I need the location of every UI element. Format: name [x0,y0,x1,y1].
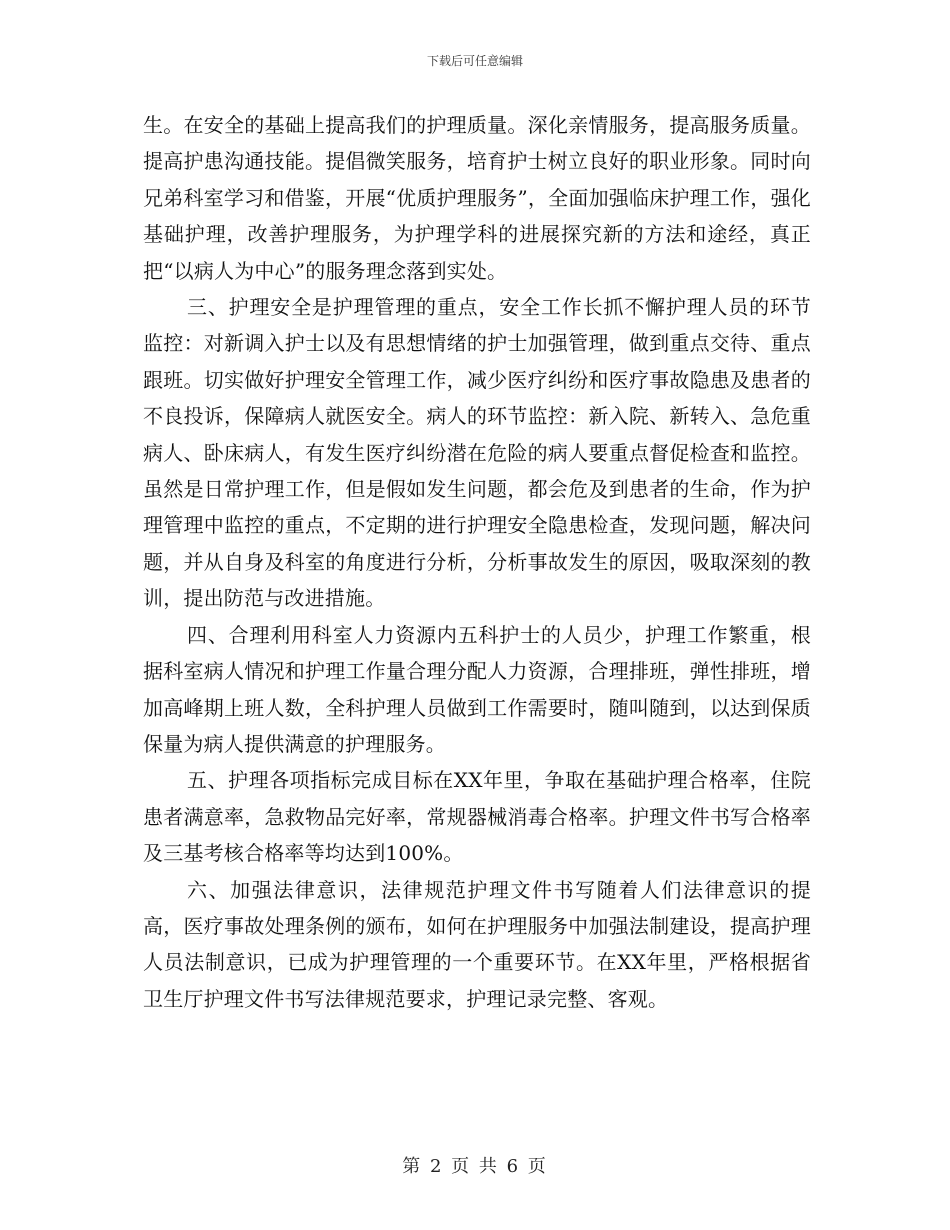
paragraph-continuation: 生。在安全的基础上提高我们的护理质量。深化亲情服务，提高服务质量。提高护患沟通技能。提倡微笑服务，培育护士树立良好的职业形象。同时向兄弟科室学习和借鉴，开展“优质护理服务”，全面加强临床护理工作，强化基础护理，改善护理服务，为护理学科的进展探究新的方法和途经，真正把“以病人为中心”的服务理念落到实处。 [143,113,811,283]
header-note: 下载后可任意编辑 [426,54,523,68]
paragraph-section-5: 五、护理各项指标完成目标在XX年里，争取在基础护理合格率，住院患者满意率，急救物品完好率，常规器械消毒合格率。护理文件书写合格率及三基考核合格率等均达到100%。 [143,768,811,866]
paragraph-section-4: 四、合理利用科室人力资源内五科护士的人员少，护理工作繁重，根据科室病人情况和护理工作量合理分配人力资源，合理排班，弹性排班，增加高峰期上班人数，全科护理人员做到工作需要时，随叫随到，以达到保质保量为病人提供满意的护理服务。 [143,622,811,756]
paragraph-section-6: 六、加强法律意识，法律规范护理文件书写随着人们法律意识的提高，医疗事故处理条例的颁布，如何在护理服务中加强法制建设，提高护理人员法制意识，已成为护理管理的一个重要环节。在XX年里，严格根据省卫生厅护理文件书写法律规范要求，护理记录完整、客观。 [143,877,811,1011]
paragraph-section-3: 三、护理安全是护理管理的重点，安全工作长抓不懈护理人员的环节监控：对新调入护士以及有思想情绪的护士加强管理，做到重点交待、重点跟班。切实做好护理安全管理工作，减少医疗纠纷和医疗事故隐患及患者的不良投诉，保障病人就医安全。病人的环节监控：新入院、新转入、急危重病人、卧床病人，有发生医疗纠纷潜在危险的病人要重点督促检查和监控。虽然是日常护理工作，但是假如发生问题，都会危及到患者的生命，作为护理管理中监控的重点，不定期的进行护理安全隐患检查，发现问题，解决问题，并从自身及科室的角度进行分析，分析事故发生的原因，吸取深刻的教训，提出防范与改进措施。 [143,295,811,611]
page-number: 第 2 页 共 6 页 [402,1156,548,1177]
document-body [143,107,811,1017]
